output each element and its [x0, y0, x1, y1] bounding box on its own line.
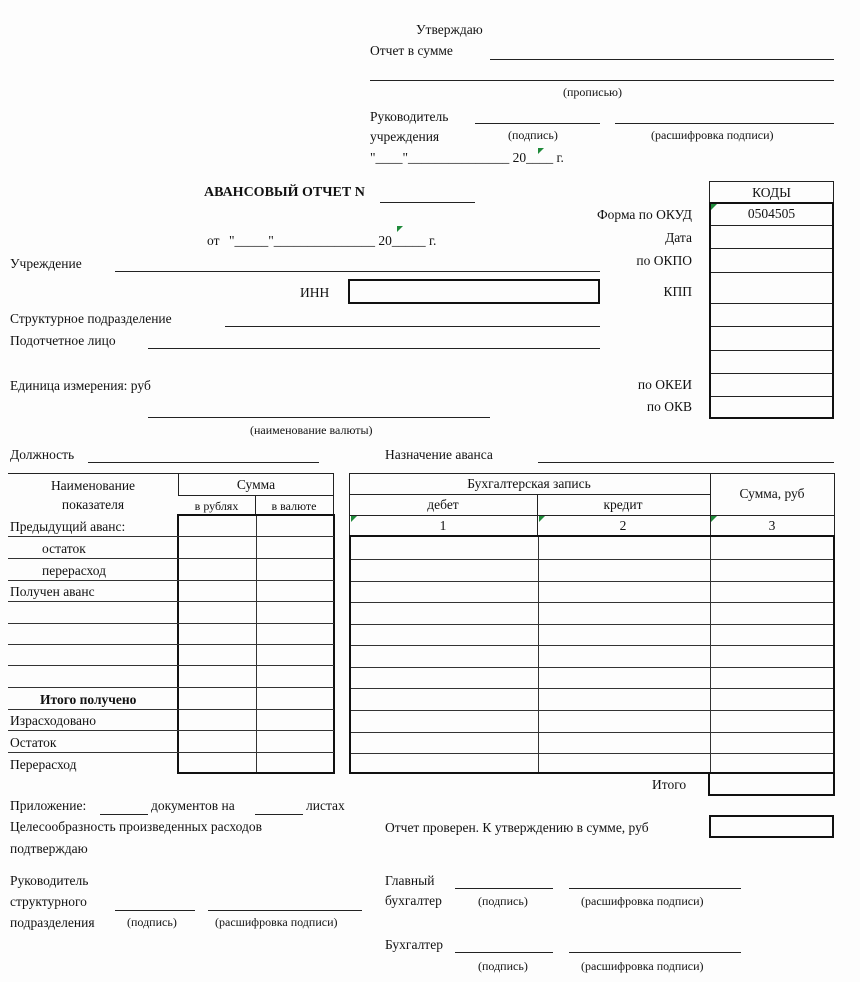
okv-label: по ОКВ — [646, 399, 692, 414]
chief-signature-caption: (подпись) — [478, 894, 528, 908]
total-input[interactable] — [708, 772, 835, 796]
accounting-entries-grid[interactable] — [349, 535, 835, 774]
kpp-label: КПП — [663, 284, 692, 299]
rub-header: в рублях — [194, 499, 239, 513]
sheets-label: листах — [306, 798, 345, 813]
expediency-label-2: подтверждаю — [10, 841, 88, 856]
row-received: Получен аванс — [10, 584, 95, 599]
head-unit-label-3: подразделения — [10, 915, 95, 930]
sum-rub-header: Сумма, руб — [739, 486, 805, 501]
report-date[interactable]: "_____"_______________ 20_____ г. — [229, 233, 437, 248]
codes-box — [709, 202, 834, 419]
head-signature-caption: (подпись) — [508, 128, 558, 142]
name-header-1: Наименование — [50, 478, 136, 493]
head-unit-label-2: структурного — [10, 894, 87, 909]
unit-of-measure-label: Единица измерения: руб — [10, 378, 151, 393]
head-unit-decoding-caption: (расшифровка подписи) — [215, 915, 338, 929]
expediency-label-1: Целесообразность произведенных расходов — [10, 819, 263, 834]
accountant-signature-line[interactable] — [455, 952, 553, 953]
attachment-label: Приложение: — [10, 798, 87, 813]
structural-unit-label: Структурное подразделение — [10, 311, 172, 326]
row-spent: Израсходовано — [10, 713, 97, 728]
row-overspend-total: Перерасход — [10, 757, 77, 772]
cell-marker-icon — [351, 516, 357, 522]
okei-label: по ОКЕИ — [637, 377, 692, 392]
report-sum-label: Отчет в сумме — [370, 43, 453, 58]
report-sum-line[interactable] — [490, 59, 834, 60]
currency-line[interactable] — [148, 417, 490, 418]
approval-date[interactable]: "____"_______________ 20____ г. — [370, 150, 564, 165]
report-sum-words-line[interactable] — [370, 80, 834, 81]
report-title: АВАНСОВЫЙ ОТЧЕТ N — [204, 185, 365, 200]
in-words-caption: (прописью) — [563, 85, 623, 99]
institution-label: Учреждение — [10, 256, 82, 271]
cell-marker-icon — [711, 516, 717, 522]
approve-label: Утверждаю — [416, 22, 483, 37]
advance-purpose-line[interactable] — [538, 462, 834, 463]
okpo-label: по ОКПО — [636, 253, 692, 268]
head-decoding-caption: (расшифровка подписи) — [651, 128, 774, 142]
chief-decoding-caption: (расшифровка подписи) — [581, 894, 704, 908]
sum-header: Сумма — [236, 477, 276, 492]
from-label: от — [207, 233, 220, 248]
structural-unit-line[interactable] — [225, 326, 600, 327]
row-balance: остаток — [42, 541, 86, 556]
row-prev-advance: Предыдущий аванс: — [10, 519, 126, 534]
entry-header: Бухгалтерская запись — [467, 476, 591, 491]
accountable-person-label: Подотчетное лицо — [10, 333, 116, 348]
accountant-decoding-line[interactable] — [569, 952, 741, 953]
codes-header: КОДЫ — [752, 185, 791, 200]
cell-marker-icon — [539, 516, 545, 522]
total-label: Итого — [652, 777, 687, 792]
report-number-line[interactable] — [380, 202, 475, 203]
head-unit-signature-caption: (подпись) — [127, 915, 177, 929]
date-label: Дата — [665, 230, 692, 245]
codes-header-cell — [709, 181, 834, 203]
head-signature-line[interactable] — [475, 123, 600, 124]
chief-accountant-label-1: Главный — [385, 873, 435, 888]
checked-label: Отчет проверен. К утверждению в сумме, руб — [385, 820, 649, 835]
documents-on-label: документов на — [151, 798, 235, 813]
chief-decoding-line[interactable] — [569, 888, 741, 889]
advance-purpose-label: Назначение аванса — [385, 447, 493, 462]
okud-code[interactable]: 0504505 — [747, 206, 796, 221]
inn-input[interactable] — [348, 279, 600, 304]
position-line[interactable] — [88, 462, 319, 463]
col-number-3: 3 — [768, 518, 776, 533]
checked-sum-input[interactable] — [709, 815, 834, 838]
cell-marker-icon — [538, 148, 544, 154]
debit-header: дебет — [427, 497, 459, 512]
row-remainder: Остаток — [10, 735, 57, 750]
accountant-decoding-caption: (расшифровка подписи) — [581, 959, 704, 973]
head-label-2: учреждения — [370, 129, 440, 144]
head-unit-signature-line[interactable] — [115, 910, 195, 911]
okud-label: Форма по ОКУД — [596, 207, 692, 222]
left-table-top — [8, 473, 334, 474]
name-header-2: показателя — [61, 497, 125, 512]
row-overspend: перерасход — [42, 563, 106, 578]
row-total-received: Итого получено — [40, 692, 137, 707]
cell-marker-icon — [397, 226, 403, 232]
col-number-2: 2 — [619, 518, 627, 533]
position-label: Должность — [10, 447, 75, 462]
head-unit-label-1: Руководитель — [10, 873, 89, 888]
col-number-1: 1 — [439, 518, 447, 533]
inn-label: ИНН — [300, 285, 330, 300]
credit-header: кредит — [603, 497, 643, 512]
currency-caption: (наименование валюты) — [250, 423, 373, 437]
documents-count-line[interactable] — [100, 814, 148, 815]
chief-accountant-label-2: бухгалтер — [385, 893, 442, 908]
institution-line[interactable] — [115, 271, 600, 272]
cell-marker-icon — [711, 204, 717, 210]
accountable-person-line[interactable] — [148, 348, 600, 349]
sheets-count-line[interactable] — [255, 814, 303, 815]
head-decoding-line[interactable] — [615, 123, 834, 124]
head-label-1: Руководитель — [370, 109, 449, 124]
accountant-label: Бухгалтер — [385, 937, 443, 952]
chief-signature-line[interactable] — [455, 888, 553, 889]
accountant-signature-caption: (подпись) — [478, 959, 528, 973]
currency-header: в валюте — [271, 499, 317, 513]
head-unit-decoding-line[interactable] — [208, 910, 362, 911]
